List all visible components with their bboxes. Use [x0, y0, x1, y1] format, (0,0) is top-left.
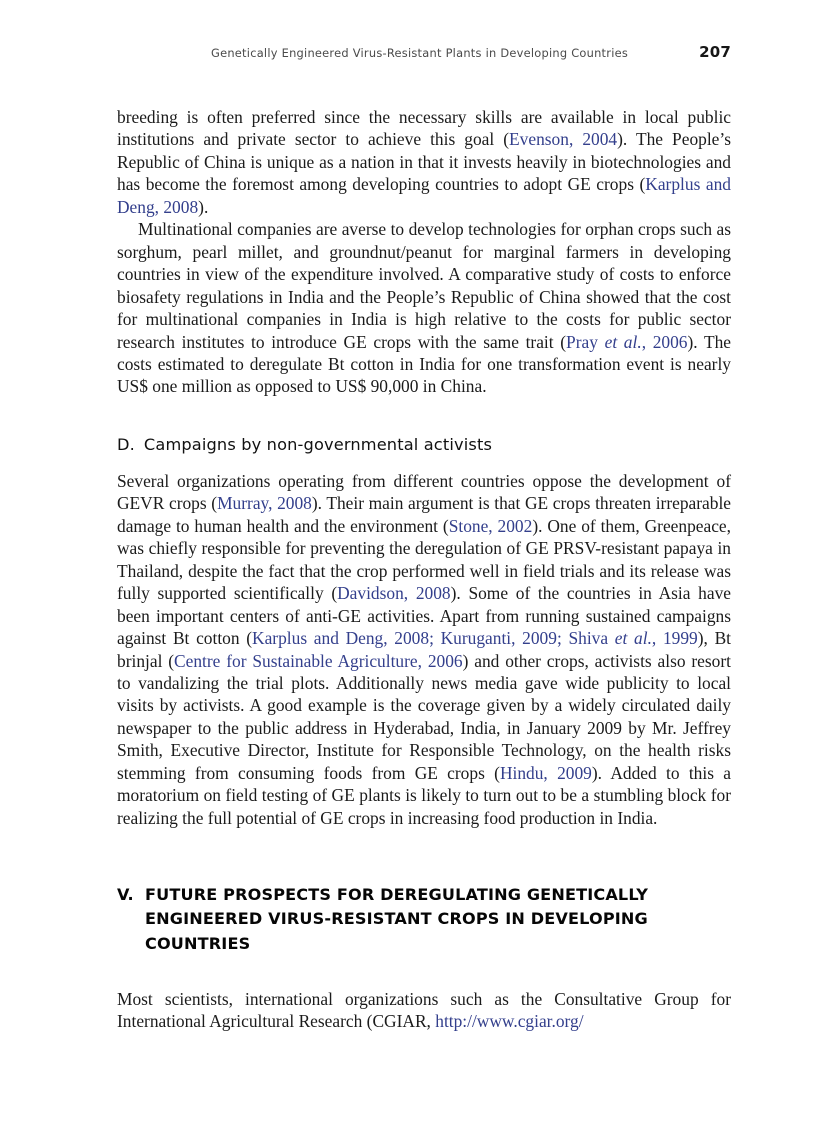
citation-author: Pray: [566, 331, 605, 352]
citation-davidson-2008: Davidson, 2008: [337, 583, 451, 604]
heading-text: Campaigns by non-governmental activists: [143, 434, 493, 454]
spacer: [117, 398, 731, 434]
citation-evenson-2004: Evenson, 2004: [509, 129, 618, 150]
heading-text: FUTURE PROSPECTS FOR DEREGULATING GENETICALLY ENGINEERED VIRUS-RESISTANT CROPS IN DEVELOPING COUNTRIES: [145, 885, 649, 953]
text-run: ). The costs estimated to deregulate Bt cotton in India for one transformation event is nearly US$ one million as opposed to US$ 90,000 in China.: [117, 331, 732, 397]
citation-karplus-deng-2008-b: Karplus and Deng, 2008: [252, 628, 430, 649]
citation-kuruganti-2009: Kuruganti, 2009: [440, 628, 557, 649]
link-cgiar[interactable]: http://www.cgiar.org/: [435, 1011, 584, 1032]
spacer: [117, 829, 731, 883]
text-column: [117, 106, 731, 1033]
heading-v-future-prospects: [117, 883, 731, 956]
citation-karplus-deng-2008: Karplus and Deng, 2008: [117, 174, 731, 217]
spacer: [117, 956, 731, 988]
text-run: ;: [429, 628, 441, 649]
paragraph-section-d: [117, 470, 731, 829]
text-run: Most scientists, international organizations such as the Consultative Group for International Agricultural Research (CGIAR,: [117, 988, 731, 1032]
citation-shiva-1999: [568, 628, 697, 648]
heading-d-campaigns: [117, 434, 731, 456]
citation-et-al: et al.: [604, 331, 642, 352]
citation-author: Shiva: [568, 628, 615, 649]
running-head-title: Genetically Engineered Virus-Resistant Plants in Developing Countries: [211, 46, 629, 60]
text-run: ). Some of the countries in Asia have been important centers of anti-GE activities. Apart from running sustained campaigns against Bt cotton (: [117, 583, 731, 649]
heading-label: V.: [117, 885, 134, 905]
text-run: ). One of them, Greenpeace, was chiefly responsible for preventing the deregulation of GE PRSV-resistant papaya in Thailand, despite the fact that the crop performed well in field trials and its release was fully supported scientifically (: [117, 515, 732, 604]
text-run: ). Their main argument is that GE crops threaten irreparable damage to human health and the environment (: [117, 493, 732, 536]
running-head: [117, 43, 731, 65]
paragraph-multinational: [117, 218, 731, 398]
text-run: Multinational companies are averse to develop technologies for orphan crops such as sorghum, pearl millet, and groundnut/peanut for marginal farmers in developing countries in view of the expenditure involved. A comparative study of costs to enforce biosafety regulations in India and the People’s Republic of China showed that the cost for multinational companies in India is high relative to the costs for public sector research institutes to introduce GE crops with the same trait (: [117, 219, 731, 352]
citation-murray-2008: Murray, 2008: [217, 493, 312, 514]
citation-year: , 1999: [651, 628, 698, 649]
heading-label: D.: [117, 434, 135, 454]
citation-et-al: et al.: [614, 628, 652, 649]
text-run: Several organizations operating from different countries oppose the development of GEVR crops (: [117, 470, 731, 514]
spacer: [117, 456, 731, 470]
text-run: ). Added to this a moratorium on field testing of GE plants is likely to turn out to be a stumbling block for realizing the full potential of GE crops in increasing food production in India.: [117, 762, 731, 828]
paragraph-continued: [117, 106, 731, 218]
text-run: ;: [556, 628, 569, 649]
citation-centre-sustainable-agriculture-2006: Centre for Sustainable Agriculture, 2006: [174, 650, 463, 671]
text-run: ).: [198, 196, 209, 217]
text-run: ), Bt brinjal (: [117, 628, 732, 671]
citation-year: , 2006: [641, 331, 688, 352]
text-run: ). The People’s Republic of China is unique as a nation in that it invests heavily in biotechnologies and has become the foremost among developing countries to adopt GE crops (: [117, 129, 731, 195]
citation-stone-2002: Stone, 2002: [448, 515, 533, 536]
paragraph-section-v: [117, 988, 731, 1033]
citation-hindu-2009: Hindu, 2009: [499, 762, 592, 783]
page-number: 207: [699, 43, 731, 61]
text-run: ) and other crops, activists also resort to vandalizing the trial plots. Additionally news media gave wide publicity to local visits by activists. A good example is the coverage given by a widely circulated daily newspaper to the public address in Hyderabad, India, in January 2009 by Mr. Jeffrey Smith, Executive Director, Institute for Responsible Technology, on the health risks stemming from consuming foods from GE crops (: [117, 650, 731, 783]
citation-pray-2006: [566, 332, 687, 352]
text-run: breeding is often preferred since the necessary skills are available in local public institutions and private sector to achieve this goal (: [117, 107, 731, 150]
